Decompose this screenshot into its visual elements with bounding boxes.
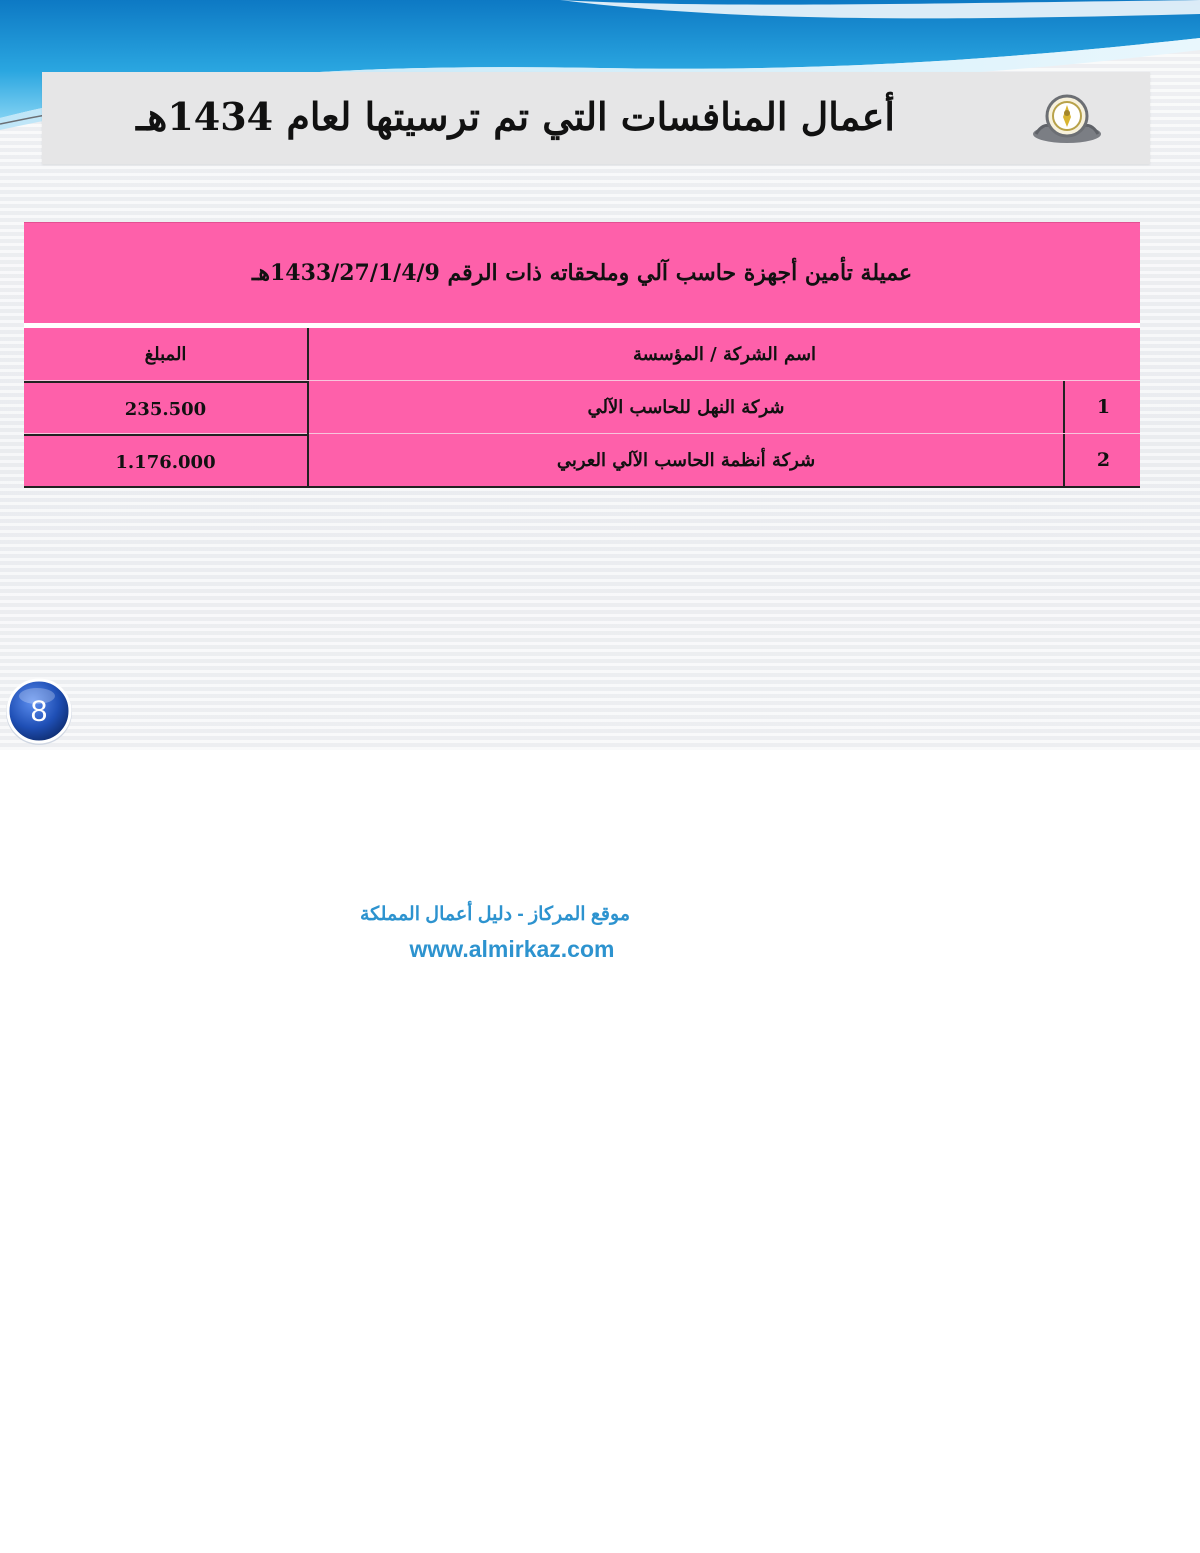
page-number-badge-icon <box>4 676 74 746</box>
company-cell: شركة أنظمة الحاسب الآلي العربي <box>556 449 816 471</box>
amount-column-header: المبلغ <box>24 328 309 380</box>
title-banner <box>42 72 1150 164</box>
table-row <box>24 381 1140 434</box>
page-number: 8 <box>30 695 48 728</box>
company-cell: شركة النهل للحاسب الآلي <box>587 396 785 418</box>
company-column-header: اسم الشركة / المؤسسة <box>632 343 817 365</box>
table-row <box>24 434 1140 488</box>
source-footer <box>330 900 690 966</box>
row-number-cell: 2 <box>1063 434 1142 486</box>
amount-cell: 1.176.000 <box>24 434 309 488</box>
tender-table <box>24 222 1140 488</box>
emblem-logo-icon <box>1030 90 1104 148</box>
slide <box>0 0 1200 750</box>
table-header-row <box>24 328 1140 381</box>
tender-heading: عميلة تأمين أجهزة حاسب آلي وملحقاته ذات الرقم 1433/27/1/4/9هـ <box>24 222 1140 323</box>
slide-title: أعمال المنافسات التي تم ترسيتها لعام 1434هـ <box>136 94 895 139</box>
row-number-cell: 1 <box>1063 381 1142 433</box>
source-url-link[interactable]: www.almirkaz.com <box>409 936 615 962</box>
source-name: موقع المركاز - دليل أعمال المملكة <box>359 904 631 925</box>
amount-cell: 235.500 <box>24 381 309 435</box>
